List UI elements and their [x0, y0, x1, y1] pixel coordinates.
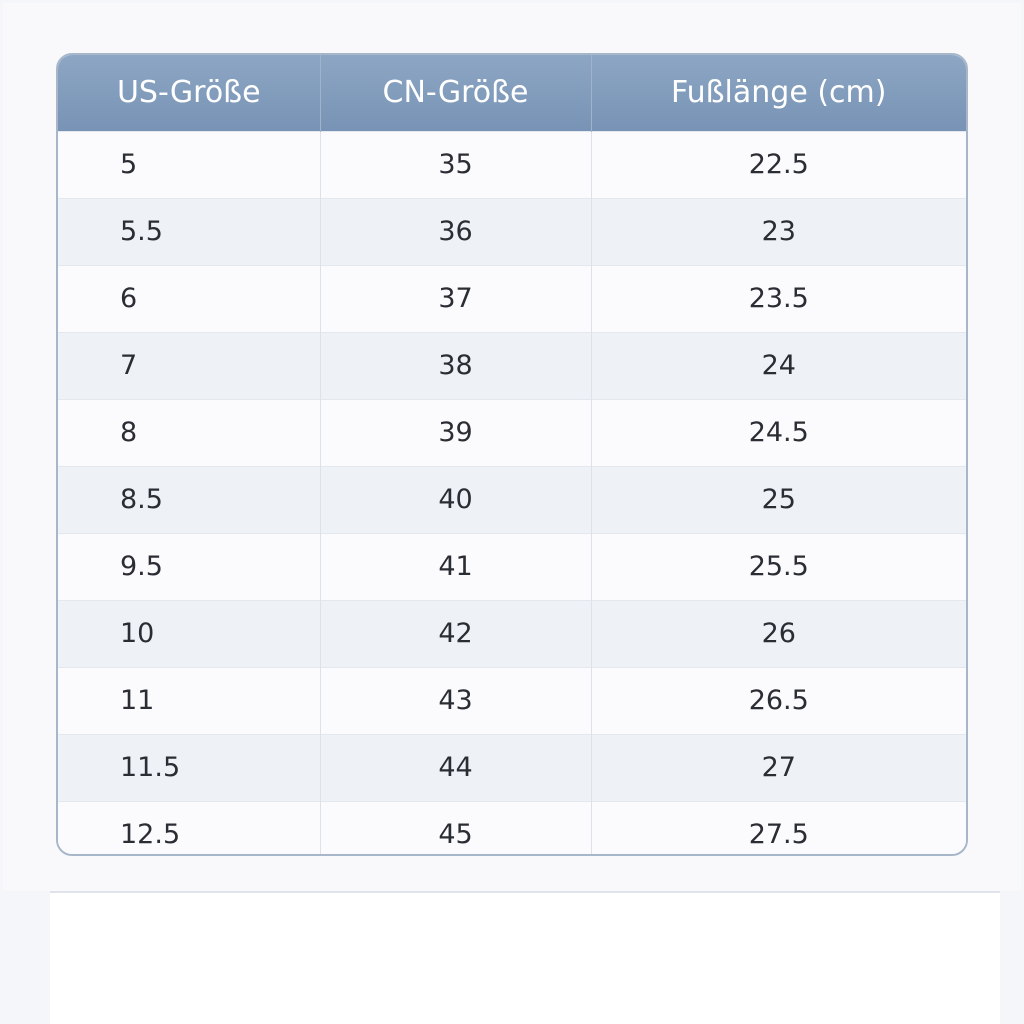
cell-cn-size: 37 — [320, 265, 591, 332]
cell-us-size: 10 — [58, 600, 320, 667]
table-row — [58, 265, 966, 332]
table-row — [58, 198, 966, 265]
header-foot-length: Fußlänge (cm) — [671, 75, 887, 111]
cell-us-size: 11.5 — [58, 734, 320, 801]
cell-foot-length: 23 — [591, 198, 966, 265]
cell-foot-length: 23.5 — [591, 265, 966, 332]
cell-us-size: 9.5 — [58, 533, 320, 600]
cell-cn-size: 45 — [320, 801, 591, 856]
cell-foot-length: 26 — [591, 600, 966, 667]
cell-cn-size: 39 — [320, 399, 591, 466]
header-row — [58, 55, 966, 131]
cell-foot-length: 26.5 — [591, 667, 966, 734]
table-row — [58, 533, 966, 600]
cell-us-size: 8.5 — [58, 466, 320, 533]
cell-us-size: 6 — [58, 265, 320, 332]
cell-us-size: 11 — [58, 667, 320, 734]
cell-us-size: 7 — [58, 332, 320, 399]
cell-foot-length: 25 — [591, 466, 966, 533]
table-row — [58, 801, 966, 856]
table-row — [58, 667, 966, 734]
cell-cn-size: 44 — [320, 734, 591, 801]
cell-cn-size: 41 — [320, 533, 591, 600]
table-row — [58, 734, 966, 801]
table-row — [58, 466, 966, 533]
table-row — [58, 600, 966, 667]
header-us-size: US-Größe — [58, 55, 320, 131]
cell-cn-size: 36 — [320, 198, 591, 265]
cell-cn-size: 35 — [320, 131, 591, 198]
cell-cn-size: 38 — [320, 332, 591, 399]
cell-foot-length: 24 — [591, 332, 966, 399]
size-chart-table-card — [56, 53, 968, 856]
table-row — [58, 332, 966, 399]
cell-foot-length: 22.5 — [591, 131, 966, 198]
cell-foot-length: 27 — [591, 734, 966, 801]
bottom-blank-area — [50, 893, 1000, 1024]
cell-cn-size: 40 — [320, 466, 591, 533]
table-row — [58, 399, 966, 466]
header-cn-size: CN-Größe — [320, 55, 591, 131]
cell-foot-length: 24.5 — [591, 399, 966, 466]
cell-us-size: 5.5 — [58, 198, 320, 265]
cell-cn-size: 43 — [320, 667, 591, 734]
table-body — [58, 131, 966, 856]
cell-us-size: 5 — [58, 131, 320, 198]
table-header — [58, 55, 966, 131]
cell-us-size: 8 — [58, 399, 320, 466]
size-chart-table — [58, 55, 966, 856]
cell-foot-length: 25.5 — [591, 533, 966, 600]
table-row — [58, 131, 966, 198]
cell-foot-length: 27.5 — [591, 801, 966, 856]
cell-us-size: 12.5 — [58, 801, 320, 856]
cell-cn-size: 42 — [320, 600, 591, 667]
